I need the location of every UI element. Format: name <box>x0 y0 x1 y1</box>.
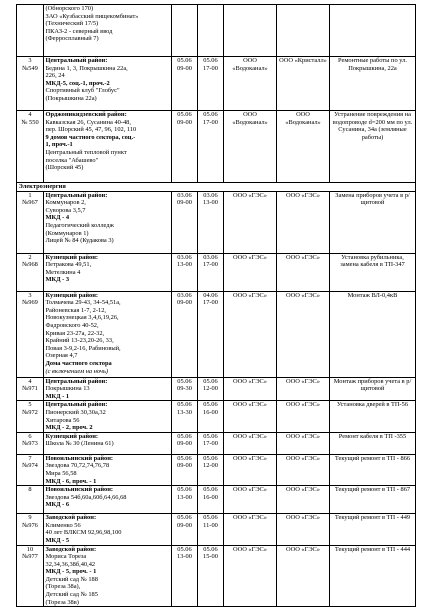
row-number: 3 <box>28 291 32 299</box>
address-cell <box>44 57 172 111</box>
start-datetime-cell <box>172 291 198 377</box>
start-datetime-cell <box>172 57 198 111</box>
address-line: Звездова 70,72,74,76,78 <box>45 462 110 470</box>
responsible-organization: ООО «ГЭС» <box>277 191 330 253</box>
address-line: Толмачева 29-43, 34-54,51а, <box>45 299 121 307</box>
request-code: №549 <box>22 64 38 72</box>
address-line: Озерная 4,7 <box>45 352 78 360</box>
address-cell <box>44 5 172 57</box>
start-date: 05.06 <box>177 111 192 118</box>
address-line: Орджоникидзевский район: <box>45 111 127 118</box>
end-time: 17-00 <box>203 261 218 269</box>
start-time: 09-00 <box>177 521 192 529</box>
request-code: №976 <box>22 521 38 529</box>
address-line: Новоильинский район: <box>45 454 114 462</box>
responsible-organization: ООО «ГЭС» <box>277 514 330 545</box>
work-description: Текущий ремонт в ТП - 867 <box>330 486 416 514</box>
request-code: № 550 <box>21 118 39 126</box>
address-cell <box>44 514 172 545</box>
start-time: 09-00 <box>177 299 192 307</box>
row-number: 7 <box>28 454 32 462</box>
address-cell <box>44 432 172 454</box>
address-line: Повая 3-9,2-16, Рабиновый, <box>45 344 121 352</box>
start-time: 09-00 <box>177 199 192 207</box>
address-line: Заводской район: <box>45 545 97 553</box>
table-row <box>17 377 416 401</box>
request-code: №974 <box>22 462 38 470</box>
row-number: 9 <box>28 514 32 522</box>
address-line: пер. Шорский 45, 47, 96, 102, 110 <box>45 126 137 134</box>
row-number: 10 <box>26 545 34 553</box>
request-code: №968 <box>22 261 38 269</box>
address-line: Новокузнецкая 3,4,6,19,26, <box>45 314 119 322</box>
row-number-cell <box>17 5 44 57</box>
address-line: (Тореза 38а), <box>45 583 81 591</box>
table-row <box>17 486 416 514</box>
address-line: МКД - 3 <box>45 276 70 284</box>
executor-organization: ООО «ГЭС» <box>224 401 277 432</box>
end-time: 16-00 <box>203 493 218 501</box>
address-cell <box>44 191 172 253</box>
responsible-organization: ООО «Водоканал» <box>277 111 330 183</box>
work-description: Текущий ремонт в ТП - 866 <box>330 454 416 485</box>
address-line: Хитарова 56 <box>45 416 80 424</box>
end-date: 05.06 <box>203 377 218 385</box>
address-cell <box>44 545 172 607</box>
row-number-cell <box>17 486 44 514</box>
work-description: Монтаж приборов учета в р/щитовой <box>330 377 416 401</box>
address-cell <box>44 377 172 401</box>
address-cell <box>44 291 172 377</box>
row-number-cell <box>17 253 44 291</box>
responsible-organization: ООО «ГЭС» <box>277 486 330 514</box>
row-number: 5 <box>28 401 32 409</box>
address-line: Фадровского 40-52, <box>45 321 99 329</box>
address-line: Звездова 54б,60а,60б,64,66,68 <box>45 493 127 501</box>
end-datetime-cell <box>198 514 224 545</box>
start-time: 13-00 <box>177 261 192 269</box>
end-datetime-cell <box>198 191 224 253</box>
row-number: 6 <box>28 432 32 440</box>
address-line: МКД - 2, проч. 2 <box>45 424 93 432</box>
address-line: (Ферросплавный 7) <box>45 35 99 43</box>
address-line: МКД - 4 <box>45 214 70 222</box>
address-line: Центральный район: <box>45 191 108 199</box>
address-line: Заводской район: <box>45 514 97 522</box>
table-row <box>17 545 416 607</box>
executor-organization: ООО «Водоканал» <box>224 57 277 111</box>
request-code: №973 <box>22 440 38 448</box>
end-datetime-cell <box>198 57 224 111</box>
table-row <box>17 111 416 183</box>
work-description <box>330 5 416 57</box>
start-datetime-cell <box>172 111 198 183</box>
row-number-cell <box>17 514 44 545</box>
table-row <box>17 191 416 253</box>
work-description: Монтаж ВЛ-0,4кВ <box>330 291 416 377</box>
address-line: 32,34,36,38б,40,42 <box>45 560 96 568</box>
start-datetime-cell <box>172 191 198 253</box>
table-row <box>17 253 416 291</box>
work-description: Установка дверей в ТП-56 <box>330 401 416 432</box>
address-line: ЗАО «Кузбасский пищекомбинат» <box>45 12 139 20</box>
address-line: ПКАЗ-2 - северный ввод <box>45 27 113 35</box>
row-number-cell <box>17 454 44 485</box>
end-date: 05.06 <box>203 57 218 64</box>
start-datetime-cell <box>172 5 198 57</box>
address-line: Центральный район: <box>45 401 108 409</box>
end-time: 11-00 <box>203 521 218 529</box>
request-code: №969 <box>22 299 38 307</box>
end-time: 15-00 <box>203 553 218 561</box>
address-line: Центральный район: <box>45 57 108 64</box>
end-date: 03.06 <box>203 253 218 261</box>
end-date: 05.06 <box>203 545 218 553</box>
address-cell <box>44 454 172 485</box>
responsible-organization: ООО «ГЭС» <box>277 454 330 485</box>
executor-organization: ООО «ГЭС» <box>224 454 277 485</box>
address-line: 40 лет ВЛКСМ 92,96,98,100 <box>45 529 122 537</box>
address-line: 226, 24 <box>45 72 65 80</box>
end-date: 03.06 <box>203 191 218 199</box>
table-body <box>17 5 416 607</box>
request-code: №971 <box>22 385 38 393</box>
start-time: 13-00 <box>177 493 192 501</box>
row-number-cell <box>17 191 44 253</box>
responsible-organization: ООО «ГЭС» <box>277 377 330 401</box>
executor-organization: ООО «Водоканал» <box>224 111 277 183</box>
work-description: Ремонт кабеля в ТП -355 <box>330 432 416 454</box>
request-code: №972 <box>22 408 38 416</box>
row-number: 1 <box>28 191 32 199</box>
start-datetime-cell <box>172 454 198 485</box>
start-datetime-cell <box>172 514 198 545</box>
address-line: МКД - 1 <box>45 392 70 400</box>
row-number: 4 <box>28 377 32 385</box>
start-date: 05.06 <box>177 454 192 462</box>
start-date: 03.06 <box>177 191 192 199</box>
start-datetime-cell <box>172 486 198 514</box>
end-datetime-cell <box>198 486 224 514</box>
address-line: Коммунаров 2, <box>45 199 86 207</box>
address-line: Детский сад № 185 <box>45 591 98 599</box>
row-number-cell <box>17 377 44 401</box>
address-line: Мира 56,58 <box>45 469 77 477</box>
end-datetime-cell <box>198 377 224 401</box>
executor-organization: ООО «ГЭС» <box>224 432 277 454</box>
address-line: Бедина 1, 3, Покрышкина 22а, <box>45 64 128 72</box>
end-datetime-cell <box>198 253 224 291</box>
end-datetime-cell <box>198 5 224 57</box>
start-date: 03.06 <box>177 253 192 261</box>
address-line: (Коммунаров 1) <box>45 229 89 237</box>
address-line: Центральный тепловой пункт <box>45 148 127 156</box>
end-time: 17-00 <box>203 118 218 126</box>
executor-organization: ООО «ГЭС» <box>224 514 277 545</box>
executor-organization: ООО «ГЭС» <box>224 545 277 607</box>
start-datetime-cell <box>172 377 198 401</box>
table-row <box>17 57 416 111</box>
end-time: 13-00 <box>203 199 218 207</box>
end-date: 05.06 <box>203 401 218 409</box>
row-number-cell <box>17 401 44 432</box>
work-description: Текущий ремонт в ТП - 449 <box>330 514 416 545</box>
end-datetime-cell <box>198 111 224 183</box>
responsible-organization: ООО «ГЭС» <box>277 253 330 291</box>
row-number: 8 <box>28 486 32 494</box>
executor-organization: ООО «ГЭС» <box>224 191 277 253</box>
work-description: Замена приборов учета в р/щитовой <box>330 191 416 253</box>
address-line: МКД - 6 <box>45 501 70 509</box>
responsible-organization: ООО «ГЭС» <box>277 432 330 454</box>
address-line: Кавказская 26, Сусанина 40-48, <box>45 118 131 126</box>
executor-organization <box>224 5 277 57</box>
address-line: МКД - 5 <box>45 536 70 544</box>
start-time: 09-00 <box>177 440 192 448</box>
responsible-organization: ООО «Кристалл» <box>277 57 330 111</box>
end-time: 16-00 <box>203 408 218 416</box>
address-line: (Технический 17/5) <box>45 20 99 28</box>
table-row <box>17 514 416 545</box>
address-cell <box>44 486 172 514</box>
section-header-row <box>17 183 416 192</box>
request-code: №967 <box>22 199 38 207</box>
address-line: Кузнецкий район: <box>45 291 99 299</box>
address-line: (Тореза 38в) <box>45 598 79 606</box>
executor-organization: ООО «ГЭС» <box>224 253 277 291</box>
start-date: 05.06 <box>177 57 192 64</box>
start-datetime-cell <box>172 253 198 291</box>
row-number-cell <box>17 291 44 377</box>
end-date: 04.06 <box>203 291 218 299</box>
address-line: Мориса Тореза <box>45 553 87 561</box>
row-number: 3 <box>28 57 32 64</box>
address-line: поселка "Абашево" <box>45 156 99 164</box>
address-line: Районевская 1-7, 2-12, <box>45 306 106 314</box>
end-date: 05.06 <box>203 486 218 494</box>
end-datetime-cell <box>198 545 224 607</box>
address-line: Новоильинский район: <box>45 486 114 494</box>
address-line: МКД - 5, проч. - 1 <box>45 568 97 576</box>
start-time: 09-00 <box>177 462 192 470</box>
start-date: 05.06 <box>177 401 192 409</box>
address-line: МКД-5, соц.-1, проч.-2 <box>45 79 110 87</box>
row-number: 2 <box>28 253 32 261</box>
address-line: Педагогический колледж <box>45 221 114 229</box>
responsible-organization <box>277 5 330 57</box>
address-line: Суворова 3,5,7 <box>45 206 86 214</box>
address-line: Крайний 13-23,20-26, 33, <box>45 337 114 345</box>
address-line: Клименко 56 <box>45 521 81 529</box>
table-row <box>17 291 416 377</box>
start-time: 09-00 <box>177 118 192 126</box>
end-date: 05.06 <box>203 454 218 462</box>
address-line: 1, проч.-1 <box>45 141 73 149</box>
table-row <box>17 454 416 485</box>
row-number-cell <box>17 57 44 111</box>
address-line: Школа № 30 (Ленина 61) <box>45 440 114 448</box>
end-time: 17-00 <box>203 64 218 72</box>
request-code: №977 <box>22 553 38 561</box>
start-date: 03.06 <box>177 291 192 299</box>
address-line: Петракова 49,51, <box>45 261 92 269</box>
address-cell <box>44 401 172 432</box>
address-line: Детский сад № 188 <box>45 575 98 583</box>
start-date: 05.06 <box>177 486 192 494</box>
address-line: Лицей № 84 (Кудакова 3) <box>45 237 114 245</box>
address-line: (Покрышкина 22а) <box>45 94 97 102</box>
end-time: 17-00 <box>203 440 218 448</box>
address-line: (Шорский 45) <box>45 164 84 172</box>
work-description: Установка рубильника, замена кабеля в ТП-347 <box>330 253 416 291</box>
address-line: Кривая 23-27а, 22-32, <box>45 329 105 337</box>
start-time: 13-30 <box>177 408 192 416</box>
table-row <box>17 401 416 432</box>
end-time: 12-00 <box>203 462 218 470</box>
end-date: 05.06 <box>203 111 218 118</box>
responsible-organization: ООО «ГЭС» <box>277 291 330 377</box>
executor-organization: ООО «ГЭС» <box>224 377 277 401</box>
row-number-cell <box>17 111 44 183</box>
address-line: МКД - 6, проч. - 1 <box>45 477 97 485</box>
end-datetime-cell <box>198 454 224 485</box>
address-cell <box>44 111 172 183</box>
row-number-cell <box>17 432 44 454</box>
address-line: Пионерский 30,30а,32 <box>45 408 106 416</box>
responsible-organization: ООО «ГЭС» <box>277 401 330 432</box>
address-line: (Обнорского 170) <box>45 5 94 12</box>
address-line: Центральный район: <box>45 377 108 385</box>
start-time: 09-30 <box>177 385 192 393</box>
table-row <box>17 5 416 57</box>
end-time: 12-00 <box>203 385 218 393</box>
table-row <box>17 432 416 454</box>
start-date: 05.06 <box>177 514 192 522</box>
address-line: Кузнецкий район: <box>45 253 99 261</box>
end-date: 05.06 <box>203 514 218 522</box>
address-line: 9 домов частного сектора, соц.- <box>45 133 136 141</box>
work-description: Текущий ремонт в ТП - 444 <box>330 545 416 607</box>
address-line: Дома частного сектора <box>45 359 112 367</box>
executor-organization: ООО «ГЭС» <box>224 486 277 514</box>
end-datetime-cell <box>198 291 224 377</box>
start-datetime-cell <box>172 401 198 432</box>
address-line: Покрышкина 13 <box>45 385 90 393</box>
start-date: 05.06 <box>177 432 192 440</box>
start-time: 13-00 <box>177 553 192 561</box>
section-title: Электроэнергия <box>17 183 416 192</box>
outage-schedule-table <box>16 4 416 607</box>
end-time: 17-00 <box>203 299 218 307</box>
work-description: Устранение повреждения на водопроводе d=200 мм по ул. Сусанина, 34а (земляные работы) <box>330 111 416 183</box>
start-date: 05.06 <box>177 377 192 385</box>
work-description: Ремонтные работы по ул. Покрышкина, 22а <box>330 57 416 111</box>
start-date: 05.06 <box>177 545 192 553</box>
address-cell <box>44 253 172 291</box>
end-datetime-cell <box>198 401 224 432</box>
address-line: (с включением на ночь) <box>45 367 109 375</box>
start-time: 09-00 <box>177 64 192 72</box>
address-line: Спортивный клуб "Глобус" <box>45 87 120 95</box>
responsible-organization: ООО «ГЭС» <box>277 545 330 607</box>
row-number-cell <box>17 545 44 607</box>
start-datetime-cell <box>172 545 198 607</box>
address-line: Метелкина 4 <box>45 268 81 276</box>
row-number: 4 <box>28 111 32 118</box>
end-date: 05.06 <box>203 432 218 440</box>
end-datetime-cell <box>198 432 224 454</box>
executor-organization: ООО «ГЭС» <box>224 291 277 377</box>
start-datetime-cell <box>172 432 198 454</box>
address-line: Кузнецкий район: <box>45 432 99 440</box>
